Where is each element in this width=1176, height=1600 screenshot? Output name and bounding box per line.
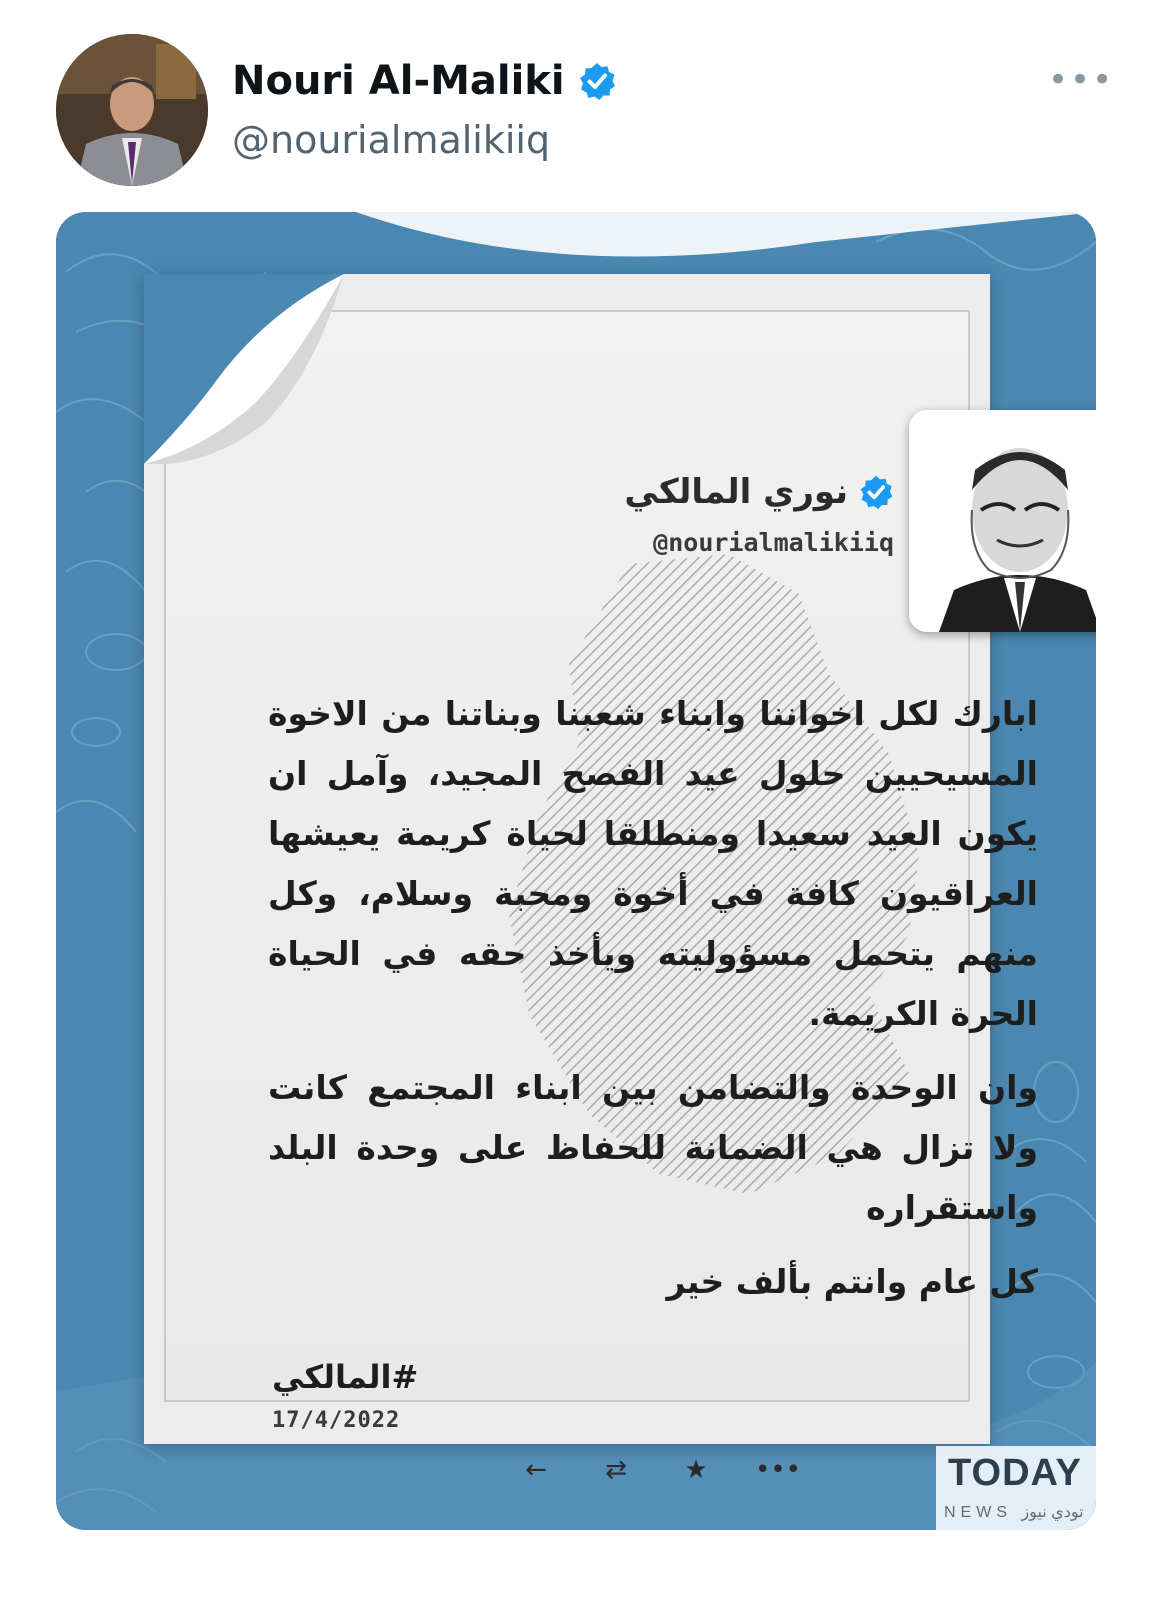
card-author-name-text: نوري المالكي: [624, 472, 848, 512]
retweet-icon: ⇄: [605, 1455, 627, 1485]
reply-icon: ←: [525, 1455, 547, 1485]
author-name-text[interactable]: Nouri Al-Maliki: [232, 58, 565, 104]
card-paragraph-1: ابارك لكل اخواننا وابناء شعبنا وبناتنا من الاخوة المسيحيين حلول عيد الفصح المجيد، وآمل ان يكون العيد سعيدا ومنطلقا لحياة كريمة يعيشها العراقيون كافة في أخوة ومحبة وسلام، وكل منهم يتحمل مسؤوليته ويأخذ حقه في الحياة الحرة الكريمة.: [268, 694, 1038, 1033]
watermark-subtitle: NEWS تودي نيوز: [944, 1504, 1084, 1521]
author-display-name[interactable]: [232, 58, 617, 104]
card-paragraph-2: وان الوحدة والتضامن بين ابناء المجتمع كانت ولا تزال هي الضمانة للحفاظ على وحدة البلد واستقراره: [268, 1068, 1038, 1227]
more-options-icon[interactable]: •••: [1048, 60, 1115, 100]
verified-badge-icon: [577, 61, 617, 101]
card-date: 17/4/2022: [272, 1408, 401, 1433]
more-icon: •••: [754, 1455, 801, 1485]
card-paragraph-3: كل عام وانتم بألف خير: [666, 1262, 1038, 1301]
star-icon: ★: [684, 1455, 708, 1485]
card-action-bar: [516, 1450, 816, 1490]
author-portrait-sticker: [909, 410, 1096, 632]
watermark-title: TODAY: [948, 1452, 1082, 1494]
today-news-watermark: [936, 1446, 1096, 1530]
card-author-handle: @nourialmalikiiq: [653, 528, 894, 557]
author-handle[interactable]: @nourialmalikiiq: [232, 118, 551, 162]
author-avatar[interactable]: [56, 34, 208, 186]
page-curl-decoration: [144, 274, 344, 464]
card-body-text: [268, 684, 1038, 1326]
card-author-name: [614, 472, 894, 512]
tweet-media-image[interactable]: [56, 212, 1096, 1530]
tweet-header: [0, 0, 1176, 210]
card-hashtag: #المالكي: [272, 1358, 419, 1396]
card-verified-badge-icon: [858, 474, 894, 510]
